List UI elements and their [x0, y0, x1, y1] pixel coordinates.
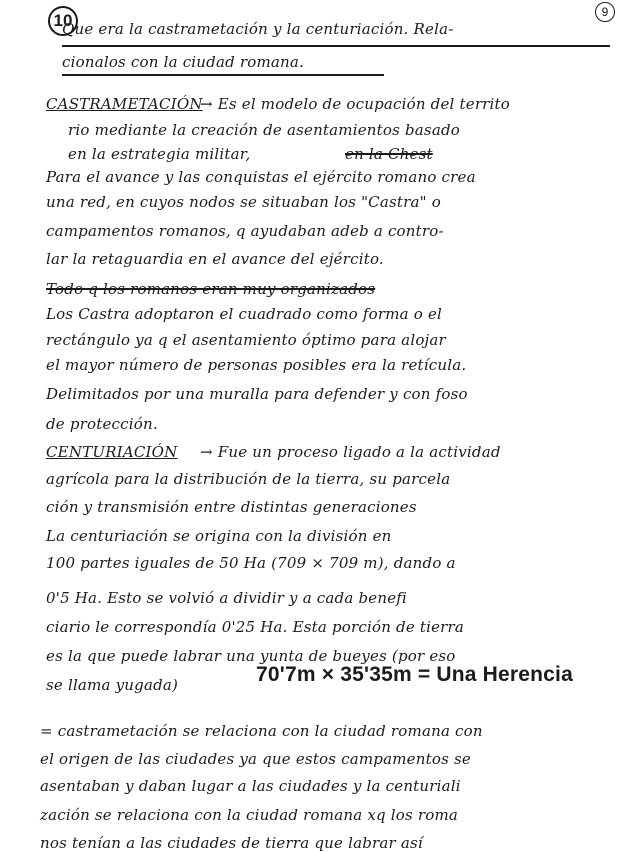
castrametacion-line: Para el avance y las conquistas el ejército romano crea	[46, 168, 476, 186]
centuriacion-line: 100 partes iguales de 50 Ha (709 × 709 m), dando a	[46, 554, 456, 572]
centuriacion-line: → Fue un proceso ligado a la actividad	[200, 443, 501, 461]
title-underline-2	[62, 74, 384, 76]
conclusion-line: zación se relaciona con la ciudad romana xq los roma	[40, 806, 459, 824]
title-underline-1	[62, 45, 610, 47]
centuriacion-heading: CENTURIACIÓN	[46, 443, 178, 461]
page-number: 10	[48, 6, 78, 36]
castrametacion-line: una red, en cuyos nodos se situaban los "Castra" o	[46, 193, 441, 211]
title-line-2: cionalos con la ciudad romana.	[62, 53, 305, 71]
corner-mark: 9	[595, 2, 615, 22]
castrametacion-line: en la estrategia militar,	[68, 145, 251, 163]
conclusion-line: nos tenían a las ciudades de tierra que labrar así	[40, 834, 423, 852]
castrametacion-line: lar la retaguardia en el avance del ejército.	[46, 250, 384, 268]
herencia-formula: 70'7m × 35'35m = Una Herencia	[256, 663, 573, 686]
castrametacion-heading: CASTRAMETACIÓN	[46, 95, 203, 113]
castrametacion-line: de protección.	[46, 415, 158, 433]
castrametacion-line: Delimitados por una muralla para defender y con foso	[46, 385, 468, 403]
title-line-1: Que era la castrametación y la centuriación. Rela-	[62, 20, 454, 38]
castrametacion-line: rio mediante la creación de asentamientos basado	[68, 121, 460, 139]
centuriacion-line: 0'5 Ha. Esto se volvió a dividir y a cada benefi	[46, 589, 408, 607]
castrametacion-line: rectángulo ya q el asentamiento óptimo para alojar	[46, 331, 446, 349]
castrametacion-line: el mayor número de personas posibles era la retícula.	[46, 356, 467, 374]
centuriacion-line: agrícola para la distribución de la tierra, su parcela	[46, 470, 451, 488]
centuriacion-line: es la que puede labrar una yunta de bueyes (por eso	[46, 647, 456, 665]
conclusion-line: = castrametación se relaciona con la ciudad romana con	[40, 722, 483, 740]
castrametacion-line: campamentos romanos, q ayudaban adeb a contro-	[46, 222, 444, 240]
conclusion-line: el origen de las ciudades ya que estos campamentos se	[40, 750, 471, 768]
castrametacion-line: → Es el modelo de ocupación del territo	[200, 95, 511, 113]
struck-text: Todo q los romanos eran muy organizados	[46, 280, 376, 298]
centuriacion-line: se llama yugada)	[46, 676, 179, 694]
centuriacion-line: La centuriación se origina con la división en	[46, 527, 392, 545]
centuriacion-line: ción y transmisión entre distintas generaciones	[46, 498, 417, 516]
struck-text: en la Chest	[345, 145, 433, 163]
conclusion-line: asentaban y daban lugar a las ciudades y la centuriali	[40, 777, 461, 795]
centuriacion-line: ciario le correspondía 0'25 Ha. Esta porción de tierra	[46, 618, 465, 636]
castrametacion-line: Los Castra adoptaron el cuadrado como forma o el	[46, 305, 443, 323]
